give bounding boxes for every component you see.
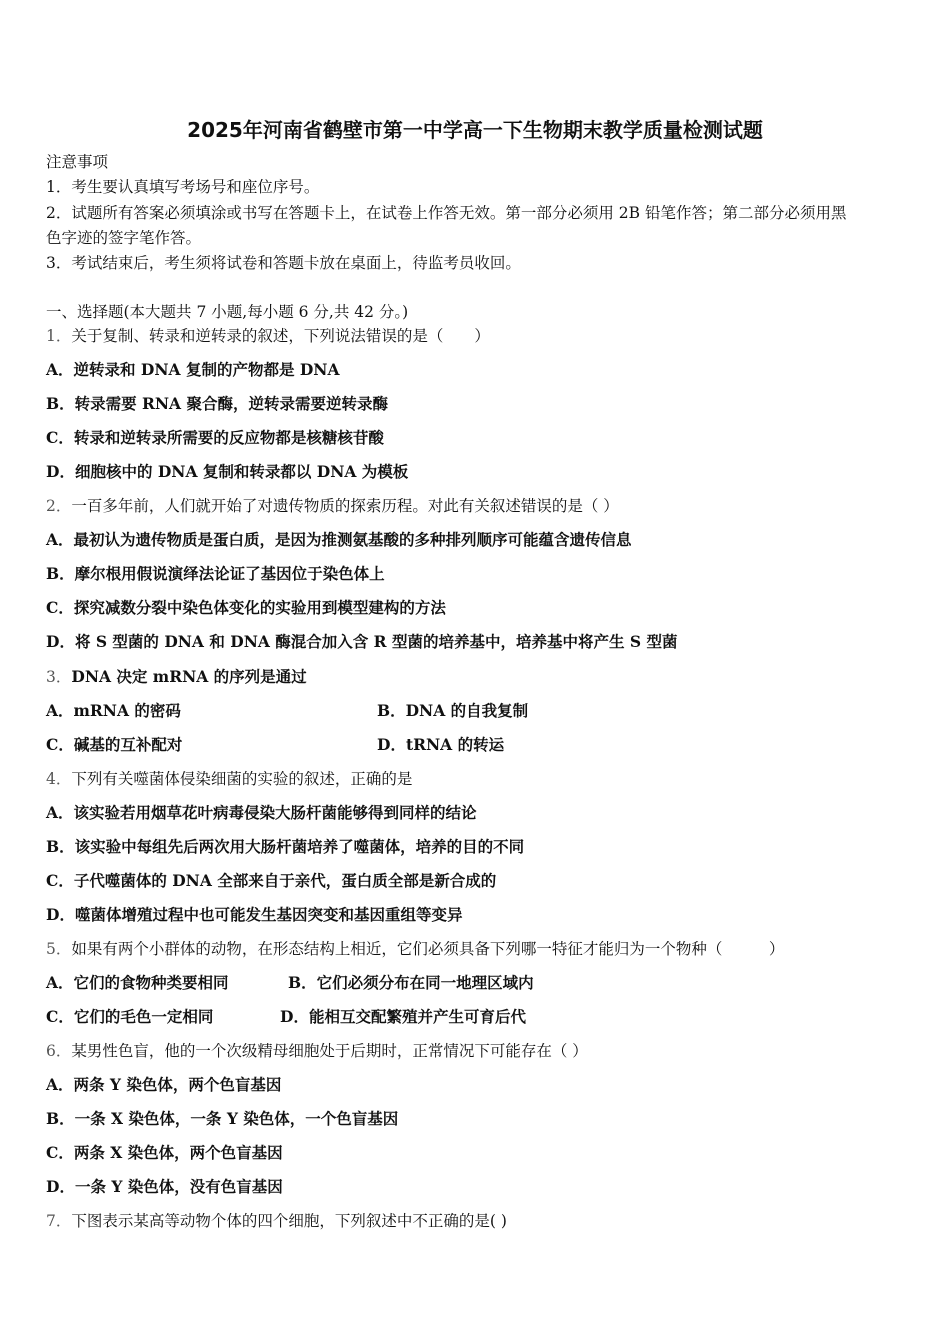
option: D．噬菌体增殖过程中也可能发生基因突变和基因重组等变异	[46, 905, 463, 924]
question-number: 4．	[46, 770, 72, 788]
section-heading: 一、选择题(本大题共 7 小题,每小题 6 分,共 42 分。)	[46, 303, 409, 321]
option: B．DNA 的自我复制	[377, 701, 529, 720]
question-number: 2．	[46, 497, 72, 515]
notice-item: 1．考生要认真填写考场号和座位序号。	[46, 178, 320, 196]
option: D．tRNA 的转运	[377, 735, 505, 754]
question-number: 1．	[46, 327, 72, 345]
option: A．mRNA 的密码	[46, 701, 181, 720]
option: D．将 S 型菌的 DNA 和 DNA 酶混合加入含 R 型菌的培养基中，培养基中将产生 S 型菌	[46, 632, 678, 651]
question-stem: 2．一百多年前，人们就开始了对遗传物质的探索历程。对此有关叙述错误的是（ ）	[46, 497, 619, 515]
option: B．它们必须分布在同一地理区域内	[288, 973, 534, 992]
option: B．一条 X 染色体，一条 Y 染色体，一个色盲基因	[46, 1109, 399, 1128]
option: D．一条 Y 染色体，没有色盲基因	[46, 1177, 283, 1196]
notice-item: 2．试题所有答案必须填涂或书写在答题卡上，在试卷上作答无效。第一部分必须用 2B 铅笔作答；第二部分必须用黑	[46, 204, 847, 222]
notice-item: 3．考试结束后，考生须将试卷和答题卡放在桌面上，待监考员收回。	[46, 254, 521, 272]
option: C．探究减数分裂中染色体变化的实验用到模型建构的方法	[46, 598, 446, 617]
notice-heading: 注意事项	[46, 153, 109, 171]
option: B．摩尔根用假说演绎法论证了基因位于染色体上	[46, 564, 385, 583]
option: C．它们的毛色一定相同	[46, 1007, 214, 1026]
question-stem: 4．下列有关噬菌体侵染细菌的实验的叙述，正确的是	[46, 770, 413, 788]
option: C．两条 X 染色体，两个色盲基因	[46, 1143, 283, 1162]
option: C．转录和逆转录所需要的反应物都是核糖核苷酸	[46, 428, 384, 447]
question-stem: 6．某男性色盲，他的一个次级精母细胞处于后期时，正常情况下可能存在（ ）	[46, 1042, 588, 1060]
notice-item: 色字迹的签字笔作答。	[46, 229, 202, 247]
question-stem: 3．DNA 决定 mRNA 的序列是通过	[46, 667, 307, 686]
option: D．能相互交配繁殖并产生可育后代	[280, 1007, 526, 1026]
question-number: 3．	[46, 668, 72, 686]
option: A．该实验若用烟草花叶病毒侵染大肠杆菌能够得到同样的结论	[46, 803, 477, 822]
option: A．两条 Y 染色体，两个色盲基因	[46, 1075, 282, 1094]
option: B．转录需要 RNA 聚合酶，逆转录需要逆转录酶	[46, 394, 388, 413]
question-stem: 5．如果有两个小群体的动物，在形态结构上相近，它们必须具备下列哪一特征才能归为一个物种（ ）	[46, 940, 785, 958]
option: A．最初认为遗传物质是蛋白质，是因为推测氨基酸的多种排列顺序可能蕴含遗传信息	[46, 530, 632, 549]
page-title: 2025年河南省鹤壁市第一中学高一下生物期末教学质量检测试题	[187, 118, 763, 142]
question-number: 7．	[46, 1212, 72, 1230]
question-stem: 1．关于复制、转录和逆转录的叙述，下列说法错误的是（ ）	[46, 327, 490, 345]
option: B．该实验中每组先后两次用大肠杆菌培养了噬菌体，培养的目的不同	[46, 837, 525, 856]
option: A．它们的食物种类要相同	[46, 973, 229, 992]
question-number: 5．	[46, 940, 72, 958]
option: C．子代噬菌体的 DNA 全部来自于亲代，蛋白质全部是新合成的	[46, 871, 497, 890]
option: C．碱基的互补配对	[46, 735, 183, 754]
question-number: 6．	[46, 1042, 72, 1060]
question-stem: 7．下图表示某高等动物个体的四个细胞，下列叙述中不正确的是( )	[46, 1212, 507, 1230]
option: A．逆转录和 DNA 复制的产物都是 DNA	[46, 360, 340, 379]
option: D．细胞核中的 DNA 复制和转录都以 DNA 为模板	[46, 462, 409, 481]
